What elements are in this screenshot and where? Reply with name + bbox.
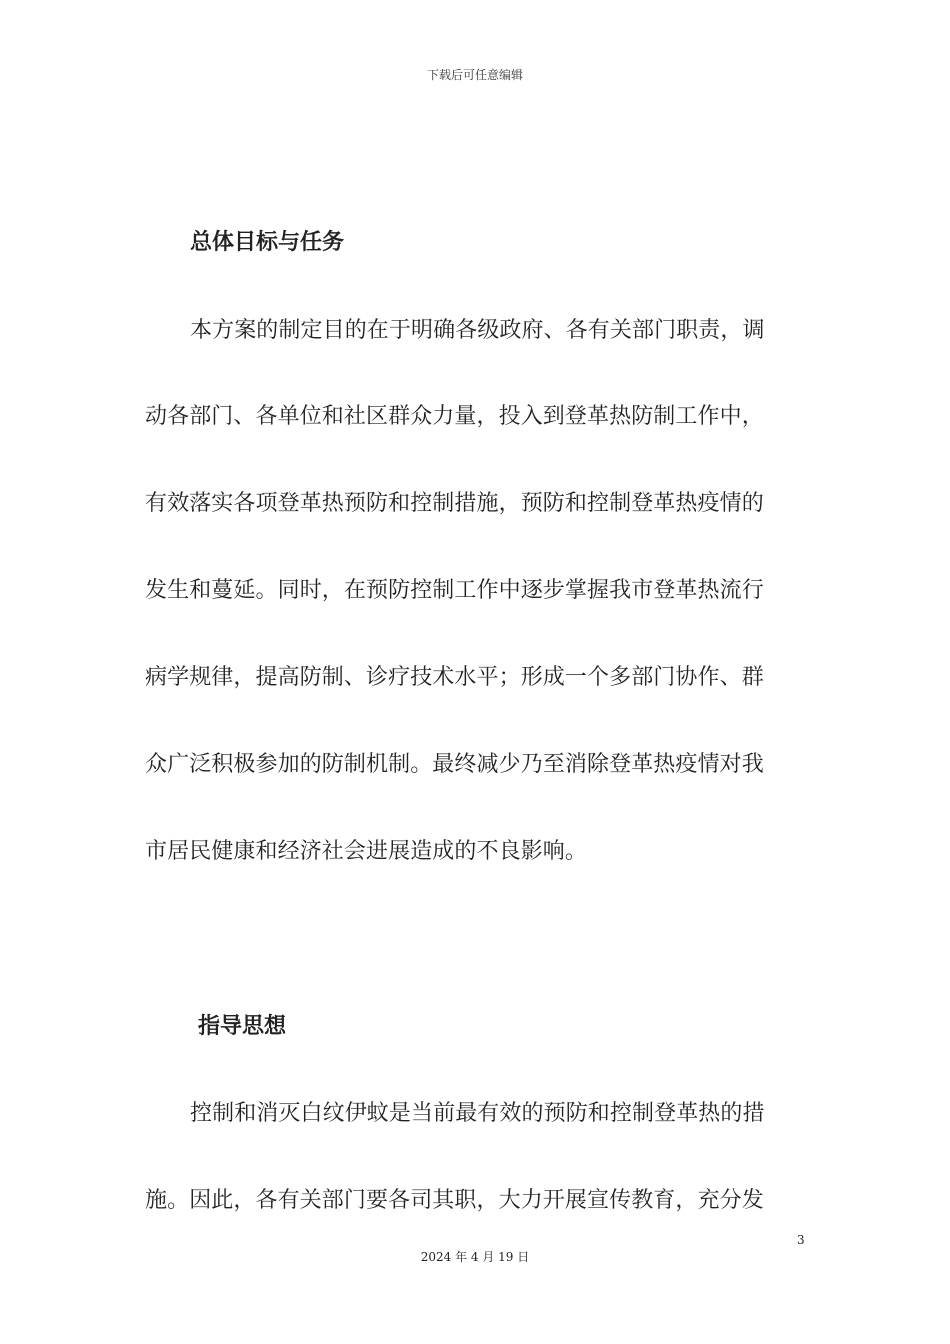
- paragraph-line: 动各部门、各单位和社区群众力量，投入到登革热防制工作中，: [145, 404, 764, 429]
- section-heading-guiding-ideology: 指导思想: [198, 1014, 287, 1039]
- paragraph-line: 发生和蔓延。同时，在预防控制工作中逐步掌握我市登革热流行: [145, 578, 764, 603]
- paragraph-line: 本方案的制定目的在于明确各级政府、各有关部门职责，调: [190, 318, 765, 343]
- footer-date: 2024 年 4 月 19 日: [420, 1250, 530, 1264]
- paragraph-line: 众广泛积极参加的防制机制。最终减少乃至消除登革热疫情对我: [145, 752, 764, 777]
- paragraph-line: 施。因此，各有关部门要各司其职，大力开展宣传教育，充分发: [145, 1188, 764, 1213]
- paragraph-line: 市居民健康和经济社会进展造成的不良影响。: [145, 839, 588, 864]
- header-note: 下载后可任意编辑: [426, 68, 523, 82]
- paragraph-line: 有效落实各项登革热预防和控制措施，预防和控制登革热疫情的: [145, 491, 764, 516]
- page-number: 3: [797, 1233, 805, 1247]
- paragraph-line: 控制和消灭白纹伊蚊是当前最有效的预防和控制登革热的措: [190, 1101, 765, 1126]
- section-heading-goals: 总体目标与任务: [190, 230, 345, 255]
- paragraph-line: 病学规律，提高防制、诊疗技术水平；形成一个多部门协作、群: [145, 665, 764, 690]
